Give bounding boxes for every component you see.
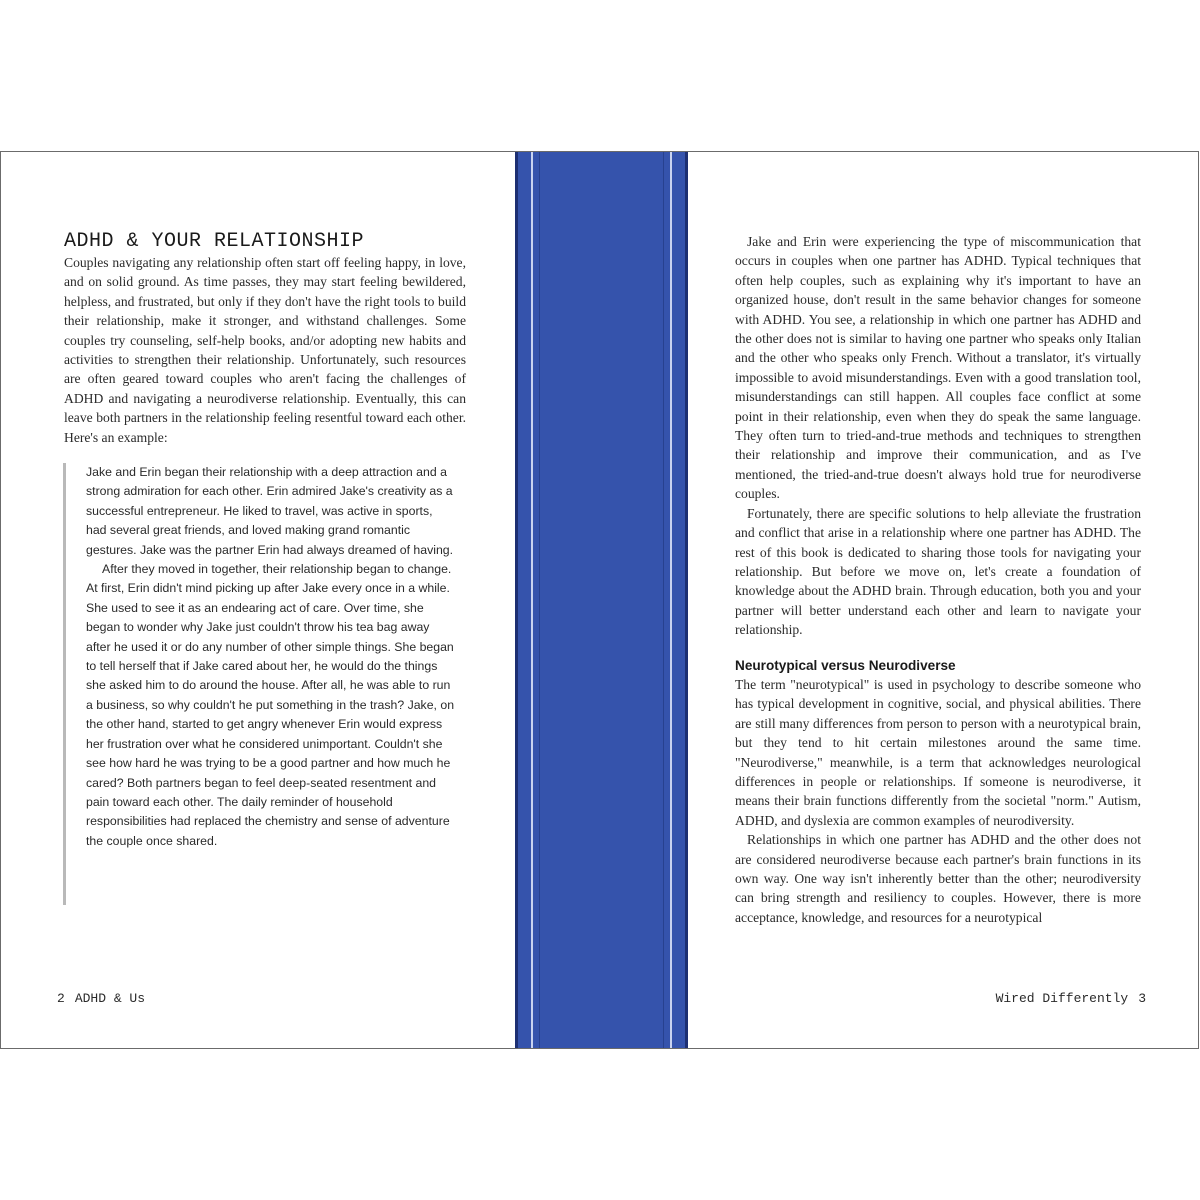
book-gutter-band [515, 152, 688, 1048]
page-number: 2 [57, 991, 65, 1006]
page-number: 3 [1138, 991, 1146, 1006]
right-folio [996, 991, 1146, 1006]
book-spread [0, 151, 1199, 1049]
body-paragraph: The term "neurotypical" is used in psychology to describe someone who has typical development in cognitive, social, and physical abilities. There are still many differences from person to person with a neurotypical brain, but they tend to hit certain milestones around the same time. "Neurodiverse," meanwhile, is a term that acknowledges neurological differences in people or relationships. If someone is neurodiverse, it means their brain functions differently from the societal "norm." Autism, ADHD, and dyslexia are common examples of neurodiversity. [735, 676, 1141, 828]
left-folio [57, 991, 145, 1006]
right-column [735, 232, 1141, 927]
body-paragraph: Jake and Erin were experiencing the type of miscommunication that occurs in couples when one partner has ADHD. Typical techniques that often help couples, such as explaining why it's important to have an organized house, don't result in the same behavior changes for someone with ADHD. You see, a relationship in which one partner has ADHD and the other does not is similar to having one partner who speaks only Italian and the other who speaks only French. Without a translator, it's virtually impossible to avoid misunderstandings. Even with a good translation tool, misunderstandings can still happen. All couples face conflict at some point in their relationship, even when they do speak the same language. They often turn to tried-and-true methods and techniques to strengthen their relationship and improve their communication, and as I've mentioned, the tried-and-true doesn't always hold true for neurodiverse couples. [735, 234, 1141, 502]
band-stripe [539, 152, 540, 1048]
section-heading: ADHD & YOUR RELATIONSHIP [64, 230, 365, 253]
left-page [1, 152, 515, 1048]
callout-paragraph: After they moved in together, their relationship began to change. At first, Erin didn't mind picking up after Jake every once in a while. She used to see it as an endearing act of care. Over time, she began to wonder why Jake just couldn't throw his tea bag away after he used it or do any number of other simple things. She began to tell herself that if Jake cared about her, he would do the things she asked him to do around the house. After all, he was able to run a business, so why couldn't he put something in the trash? Jake, on the other hand, started to get angry whenever Erin would express her frustration over what he considered unimportant. Couldn't she see how hard he was trying to be a good partner and how much he cared? Both partners began to feel deep-seated resentment and pain toward each other. The daily reminder of household responsibilities had replaced the chemistry and sense of adventure the couple once shared. [86, 562, 455, 848]
callout-paragraph: Jake and Erin began their relationship with a deep attraction and a strong admiration for each other. Erin admired Jake's creativity as a successful entrepreneur. He liked to travel, was active in sports, had several great friends, and loved making grand romantic gestures. Jake was the partner Erin had always dreamed of having. [86, 465, 454, 557]
intro-paragraph: Couples navigating any relationship often start off feeling happy, in love, and on solid ground. As time passes, they may start feeling bewildered, helpless, and frustrated, but only if they don't have the right tools to build their relationship, make it stronger, and withstand challenges. Some couples try counseling, self-help books, and/or adopting new habits and activities to strengthen their relationship. Unfortunately, such resources are often geared toward couples who aren't facing the challenges of ADHD and navigating a neurodiverse relationship. Eventually, this can leave both partners in the relationship feeling resentful toward each other. Here's an example: [64, 255, 466, 445]
example-callout [63, 463, 455, 905]
running-title: Wired Differently [995, 991, 1129, 1006]
band-stripe [663, 152, 664, 1048]
body-paragraph: Fortunately, there are specific solutions to help alleviate the frustration and conflict that arise in a relationship where one partner has ADHD. The rest of this book is dedicated to sharing those tools for navigating your relationship. But before we move on, let's create a foundation of knowledge about the ADHD brain. Through education, both you and your partner will better understand each other and learn to navigate your relationship. [735, 505, 1141, 638]
body-paragraph: Relationships in which one partner has ADHD and the other does not are considered neurodiverse because each partner's brain functions in its own way. One way isn't inherently better than the other; neurodiversity can bring strength and resiliency to couples. However, there is more acceptance, knowledge, and resources for a neurotypical [735, 832, 1141, 925]
right-page [688, 152, 1199, 1048]
subheading: Neurotypical versus Neurodiverse [735, 657, 956, 673]
running-title: ADHD & Us [74, 991, 146, 1006]
band-stripe [531, 152, 533, 1048]
band-stripe [670, 152, 672, 1048]
